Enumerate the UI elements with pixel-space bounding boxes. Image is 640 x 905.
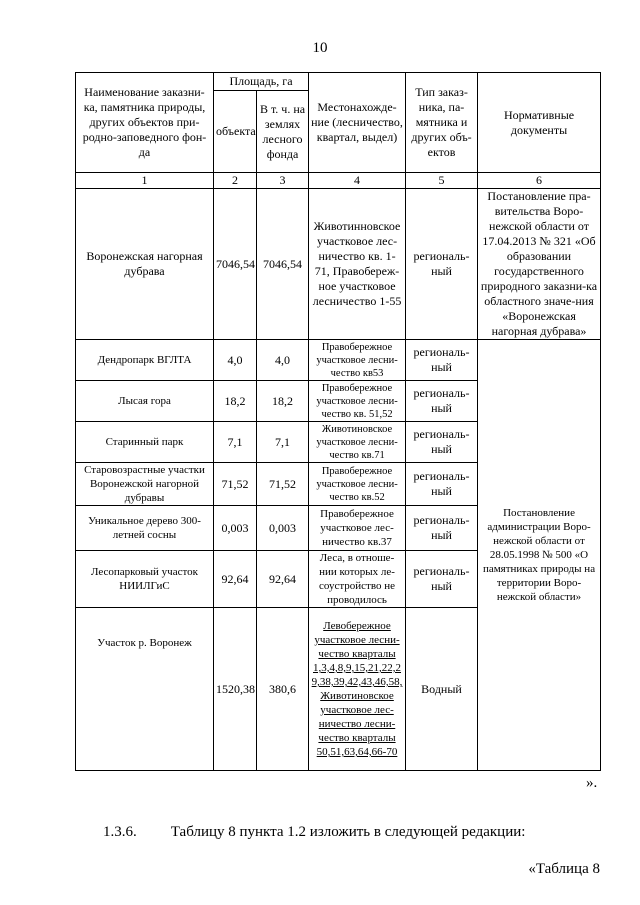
column-number: 4 bbox=[309, 173, 406, 189]
reserve-name: Лысая гора bbox=[76, 381, 214, 422]
column-numbers-row bbox=[76, 173, 601, 189]
reserve-type: региональ-ный bbox=[406, 381, 478, 422]
reserve-name: Уникальное дерево 300-летней сосны bbox=[76, 506, 214, 551]
area-object: 71,52 bbox=[214, 463, 257, 506]
reserve-type: региональ-ный bbox=[406, 340, 478, 381]
reserve-name: Старовозрастные участки Воронежской нагорной дубравы bbox=[76, 463, 214, 506]
reserve-type: региональ-ный bbox=[406, 463, 478, 506]
location-line: участковое лес- bbox=[320, 704, 394, 716]
area-object: 0,003 bbox=[214, 506, 257, 551]
area-forest: 7046,54 bbox=[257, 189, 309, 340]
area-object: 7046,54 bbox=[214, 189, 257, 340]
reserve-name: Старинный парк bbox=[76, 422, 214, 463]
column-number: 2 bbox=[214, 173, 257, 189]
column-number: 3 bbox=[257, 173, 309, 189]
location bbox=[309, 608, 406, 771]
location-line: чество кварталы bbox=[318, 732, 396, 744]
amendment-number: 1.3.6. bbox=[103, 824, 137, 840]
reserve-type: региональ-ный bbox=[406, 189, 478, 340]
location: Правобережное участковое лесни-чество кв.52 bbox=[309, 463, 406, 506]
table-row bbox=[76, 189, 601, 340]
area-object: 7,1 bbox=[214, 422, 257, 463]
location: Правобережное участковое лесни-чество кв53 bbox=[309, 340, 406, 381]
header-area-forest: В т. ч. на землях лесного фонда bbox=[257, 91, 309, 173]
area-forest: 18,2 bbox=[257, 381, 309, 422]
reserve-type: региональ-ный bbox=[406, 422, 478, 463]
area-object: 4,0 bbox=[214, 340, 257, 381]
header-location: Местонахожде-ние (лесничество, квартал, выдел) bbox=[309, 73, 406, 173]
location-line: 9,38,39,42,43,46,58, bbox=[311, 676, 403, 688]
header-area-object: объекта bbox=[214, 91, 257, 173]
shared-normative-document: Постановление администрации Воро-нежской области от 28.05.1998 № 500 «О памятниках природы на территории Воро-нежской области» bbox=[478, 340, 601, 771]
header-documents: Нормативные документы bbox=[478, 73, 601, 173]
amendment-text: Таблицу 8 пункта 1.2 изложить в следующей редакции: bbox=[170, 824, 526, 840]
reserve-name: Лесопарковый участок НИИЛГиС bbox=[76, 551, 214, 608]
location-line: 1,3,4,8,9,15,21,22,2 bbox=[313, 662, 402, 674]
header-name: Наименование заказни-ка, памятника природы, других объектов при-родно-заповедного фон-да bbox=[76, 73, 214, 173]
reserve-name: Участок р. Воронеж bbox=[76, 608, 214, 771]
column-number: 1 bbox=[76, 173, 214, 189]
location: Животиновское участковое лесни-чество кв.71 bbox=[309, 422, 406, 463]
area-object: 92,64 bbox=[214, 551, 257, 608]
column-number: 5 bbox=[406, 173, 478, 189]
table-row bbox=[76, 340, 601, 381]
area-forest: 380,6 bbox=[257, 608, 309, 771]
area-forest: 92,64 bbox=[257, 551, 309, 608]
header-type: Тип заказ-ника, па-мятника и других объ-ектов bbox=[406, 73, 478, 173]
location: Леса, в отноше-нии которых ле-соустройство не проводилось bbox=[309, 551, 406, 608]
location-line: 50,51,63,64,66-70 bbox=[316, 746, 398, 758]
reserve-name: Воронежская нагорная дубрава bbox=[76, 189, 214, 340]
reserve-type: региональ-ный bbox=[406, 551, 478, 608]
protected-areas-table bbox=[75, 72, 601, 771]
location: Животинновское участковое лес-ничество кв. 1-71, Правобереж-ное участковое лесничество 1-55 bbox=[309, 189, 406, 340]
closing-quote: ». bbox=[586, 775, 598, 791]
area-object: 18,2 bbox=[214, 381, 257, 422]
table-caption: «Таблица 8 bbox=[528, 861, 600, 877]
area-object: 1520,38 bbox=[214, 608, 257, 771]
location: Правобережное участковое лесни-чество кв. 51,52 bbox=[309, 381, 406, 422]
normative-document: Постановление пра-вительства Воро-нежской области от 17.04.2013 № 321 «Об образовании государственного природного заказни-ка областного значе-ния «Воронежская нагорная дубрава» bbox=[478, 189, 601, 340]
area-forest: 4,0 bbox=[257, 340, 309, 381]
location: Правобережное участковое лес-ничество кв.37 bbox=[309, 506, 406, 551]
reserve-type: региональ-ный bbox=[406, 506, 478, 551]
column-number: 6 bbox=[478, 173, 601, 189]
location-line: Левобережное bbox=[323, 620, 391, 632]
reserve-type: Водный bbox=[406, 608, 478, 771]
page-number: 10 bbox=[312, 40, 328, 56]
amendment-paragraph bbox=[103, 824, 525, 841]
location-line: ничество лесни- bbox=[318, 718, 396, 730]
location-line: Животиновское bbox=[320, 690, 394, 702]
header-area: Площадь, га bbox=[214, 73, 309, 91]
location-line: участковое лесни- bbox=[314, 634, 400, 646]
area-forest: 0,003 bbox=[257, 506, 309, 551]
location-line: чество кварталы bbox=[318, 648, 396, 660]
area-forest: 71,52 bbox=[257, 463, 309, 506]
reserve-name: Дендропарк ВГЛТА bbox=[76, 340, 214, 381]
area-forest: 7,1 bbox=[257, 422, 309, 463]
